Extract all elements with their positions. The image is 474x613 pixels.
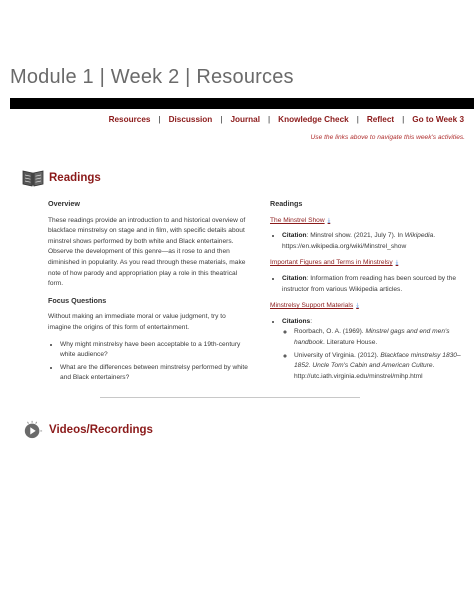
nav-discussion[interactable]: Discussion <box>168 115 213 124</box>
page-title: Module 1 | Week 2 | Resources <box>10 66 294 88</box>
readings-list-heading: Readings <box>270 199 303 208</box>
focus-intro: Without making an immediate moral or value judgment, try to imagine the origins of this form of entertainment. <box>48 313 226 331</box>
support-materials-link[interactable] <box>270 301 359 312</box>
link-label: Minstrelsy Support Materials <box>270 302 354 310</box>
link-label: The Minstrel Show <box>270 216 325 224</box>
citation-label: Citation <box>282 232 307 240</box>
nav-knowledge-check[interactable]: Knowledge Check <box>278 115 349 124</box>
download-arrow-icon: ⤓ <box>395 260 399 267</box>
citation-url: . http://utc.iath.virginia.edu/minstrel/mihp.html <box>294 362 435 380</box>
nav-separator: | <box>356 115 359 124</box>
week-nav <box>109 115 464 124</box>
focus-question: • What are the differences between minstrelsy performed by white and Black entertainers? <box>60 363 248 384</box>
sub-citation <box>294 351 468 383</box>
readings-section-header <box>22 168 101 188</box>
sub-citation-list <box>282 327 468 382</box>
sub-citation <box>294 327 468 348</box>
citation-item: • Citations: ◦ Roorbach, O. A. (1969). Minstrel gags and end men's handbook. Literature House. ◦ University of Virginia. (2012). Blackface minstrelsy 1830–1852. Uncle Tom's Cabin and American Culture. http://utc.iath.virginia.edu/minstrel/mihp.html <box>282 317 468 383</box>
nav-separator: | <box>268 115 271 124</box>
readings-column <box>270 199 468 384</box>
citation-text: : Minstrel show. (2021, July 7). In <box>306 232 405 240</box>
citation-label: Citation <box>282 274 307 282</box>
citation-text: : Information from reading has been sourced by the instructor from various Wikipedia articles. <box>282 274 457 293</box>
overview-heading: Overview <box>48 199 80 208</box>
readings-heading: Readings <box>49 172 101 184</box>
citation-url: . https://en.wikipedia.org/wiki/Minstrel_show <box>282 232 436 250</box>
nav-resources[interactable]: Resources <box>108 115 151 124</box>
citation-label: Citations <box>282 317 311 325</box>
nav-separator: | <box>402 115 405 124</box>
focus-questions-list <box>48 340 248 384</box>
minstrel-show-link[interactable] <box>270 216 330 227</box>
header-bar <box>10 98 474 109</box>
citation-author: University of Virginia. (2012). <box>294 351 381 359</box>
citation-list <box>270 274 468 295</box>
citation-item <box>282 274 468 295</box>
overview-text: These readings provide an introduction to and historical overview of blackface minstrelsy on stage and in film, with specific details about minstrel shows performed by both white and Black entertainers. Observe the development of this genre—as it rose to and then diminished in popularity. As you read through these materials, make note of how parody and appropriation play a role in this theatrical form. <box>48 216 246 288</box>
citation-title: Minstrel gags and end men's handbook <box>294 328 450 346</box>
focus-question: • Why might minstrelsy have been acceptable to a 19th-century white audience? <box>60 340 248 361</box>
videos-section-header <box>22 420 153 440</box>
focus-questions-heading: Focus Questions <box>48 295 107 305</box>
citation-item <box>282 231 468 252</box>
important-figures-link[interactable] <box>270 258 398 269</box>
nav-separator: | <box>220 115 223 124</box>
nav-go-to-week-3[interactable]: Go to Week 3 <box>412 115 464 124</box>
link-label: Important Figures and Terms in Minstrelsy <box>270 259 393 267</box>
nav-separator: | <box>158 115 161 124</box>
download-arrow-icon: ⤓ <box>356 303 359 310</box>
play-video-icon <box>22 420 44 440</box>
book-icon <box>22 168 44 188</box>
citation-publisher: . Literature House. <box>322 338 378 346</box>
citation-source: Wikipedia <box>404 232 434 240</box>
nav-hint: Use the links above to navigate this week's activities. <box>310 134 465 141</box>
citation-list <box>270 231 468 252</box>
citation-title: Blackface minstrelsy 1830–1852. Uncle Tom's Cabin and American Culture <box>294 351 461 370</box>
download-arrow-icon: ⤓ <box>327 217 331 224</box>
nav-reflect[interactable]: Reflect <box>366 115 395 124</box>
overview-column <box>48 199 248 386</box>
section-divider <box>100 397 360 398</box>
nav-journal[interactable]: Journal <box>230 115 261 124</box>
videos-heading: Videos/Recordings <box>49 424 153 436</box>
citation-list <box>270 317 468 383</box>
citation-author: Roorbach, O. A. (1969). <box>294 328 366 336</box>
